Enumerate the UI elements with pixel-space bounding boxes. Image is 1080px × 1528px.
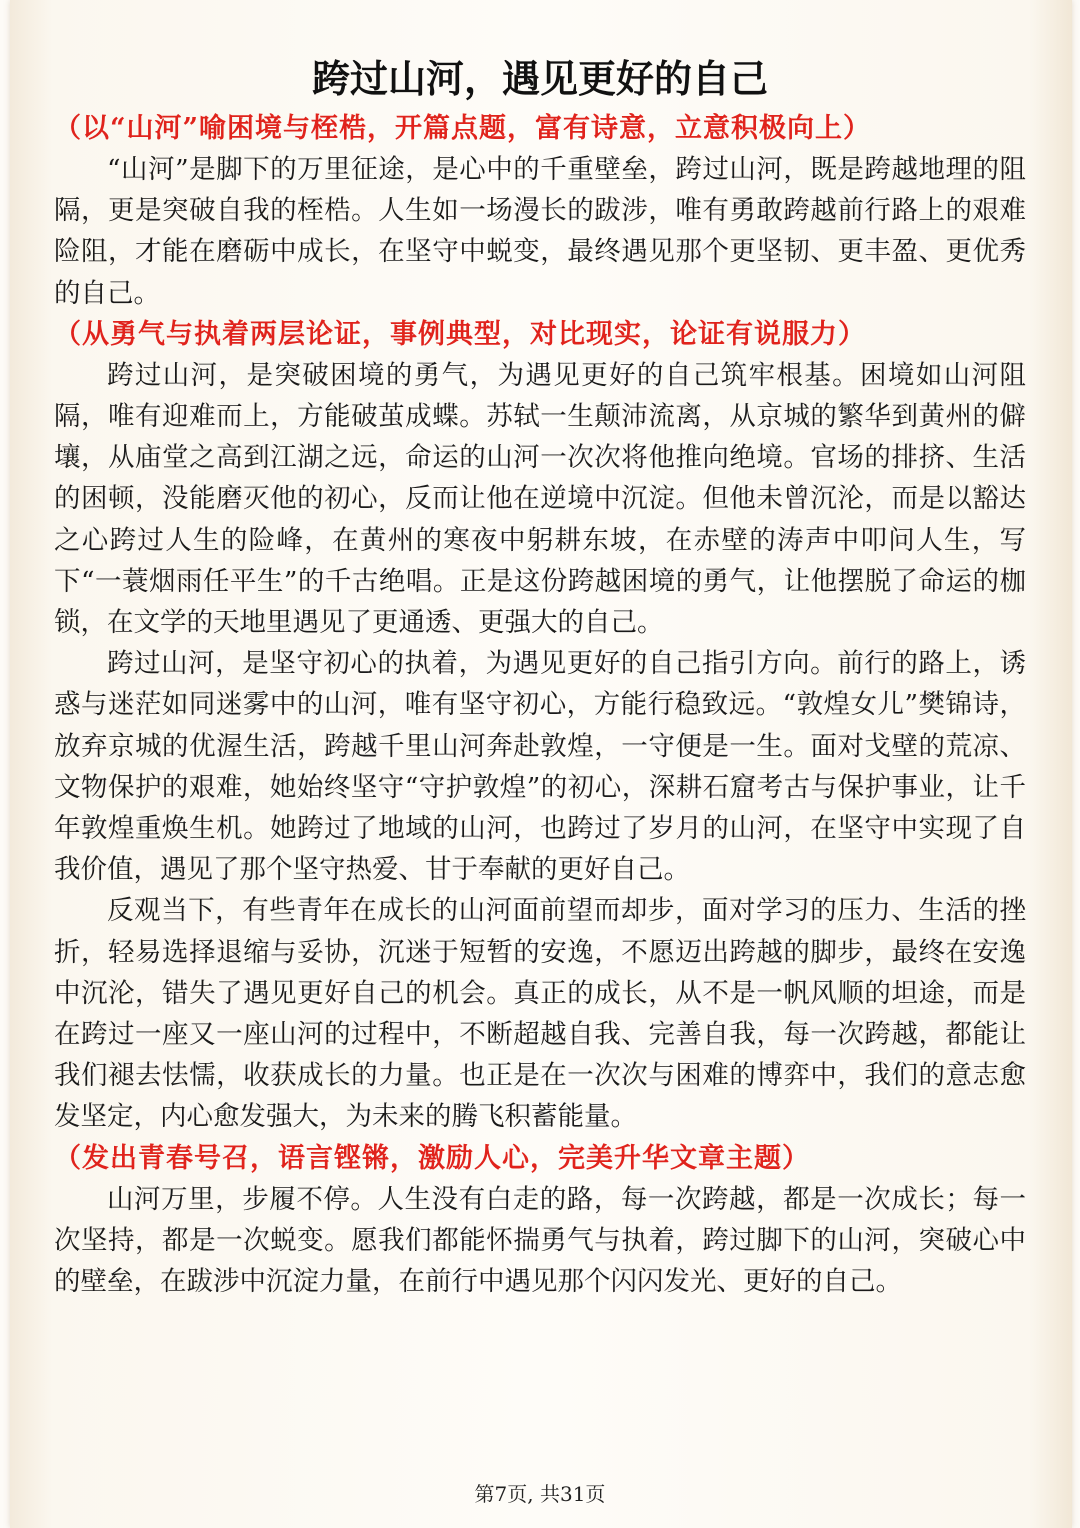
- paragraph-contrast: 反观当下，有些青年在成长的山河面前望而却步，面对学习的压力、生活的挫折，轻易选择退缩与妥协，沉迷于短暂的安逸，不愿迈出跨越的脚步，最终在安逸中沉沦，错失了遇见更好自己的机会。真正的成长，从不是一帆风顺的坦途，而是在跨过一座又一座山河的过程中，不断超越自我、完善自我，每一次跨越，都能让我们褪去怯懦，收获成长的力量。也正是在一次次与困难的博弈中，我们的意志愈发坚定，内心愈发强大，为未来的腾飞积蓄能量。: [54, 895, 1026, 1133]
- page-number: 第7页, 共31页: [474, 1482, 606, 1506]
- essay-title: 跨过山河，遇见更好的自己: [311, 56, 768, 101]
- paragraph-intro: “山河”是脚下的万里征途，是心中的千重壁垒，跨过山河，既是跨越地理的阻隔，更是突破自我的桎梏。人生如一场漫长的跋涉，唯有勇敢跨越前行路上的艰难险阻，才能在磨砺中成长，在坚守中蜕变，最终遇见那个更坚韧、更丰盈、更优秀的自己。: [54, 154, 1026, 309]
- essay-body: [54, 108, 1026, 1302]
- annotation-intro: （以“山河”喻困境与桎梏，开篇点题，富有诗意，立意积极向上）: [54, 113, 872, 144]
- paragraph-courage: 跨过山河，是突破困境的勇气，为遇见更好的自己筑牢根基。困境如山河阻隔，唯有迎难而上，方能破茧成蝶。苏轼一生颠沛流离，从京城的繁华到黄州的僻壤，从庙堂之高到江湖之远，命运的山河一次次将他推向绝境。官场的排挤、生活的困顿，没能磨灭他的初心，反而让他在逆境中沉淀。但他未曾沉沦，而是以豁达之心跨过人生的险峰，在黄州的寒夜中躬耕东坡，在赤壁的涛声中叩问人生，写下“一蓑烟雨任平生”的千古绝唱。正是这份跨越困境的勇气，让他摆脱了命运的枷锁，在文学的天地里遇见了更通透、更强大的自己。: [54, 359, 1026, 639]
- paragraph-conclusion: 山河万里，步履不停。人生没有白走的路，每一次跨越，都是一次成长；每一次坚持，都是一次蜕变。愿我们都能怀揣勇气与执着，跨过脚下的山河，突破心中的壁垒，在跋涉中沉淀力量，在前行中遇见那个闪闪发光、更好的自己。: [54, 1183, 1026, 1298]
- annotation-conclusion: （发出青春号召，语言铿锵，激励人心，完美升华文章主题）: [54, 1142, 810, 1174]
- annotation-argument: （从勇气与执着两层论证，事例典型，对比现实，论证有说服力）: [54, 318, 866, 350]
- paragraph-persistence: 跨过山河，是坚守初心的执着，为遇见更好的自己指引方向。前行的路上，诱惑与迷茫如同迷雾中的山河，唯有坚守初心，方能行稳致远。“敦煌女儿”樊锦诗，放弃京城的优渥生活，跨越千里山河奔赴敦煌，一守便是一生。面对戈壁的荒凉、文物保护的艰难，她始终坚守“守护敦煌”的初心，深耕石窟考古与保护事业，让千年敦煌重焕生机。她跨过了地域的山河，也跨过了岁月的山河，在坚守中实现了自我价值，遇见了那个坚守热爱、甘于奉献的更好自己。: [54, 648, 1026, 886]
